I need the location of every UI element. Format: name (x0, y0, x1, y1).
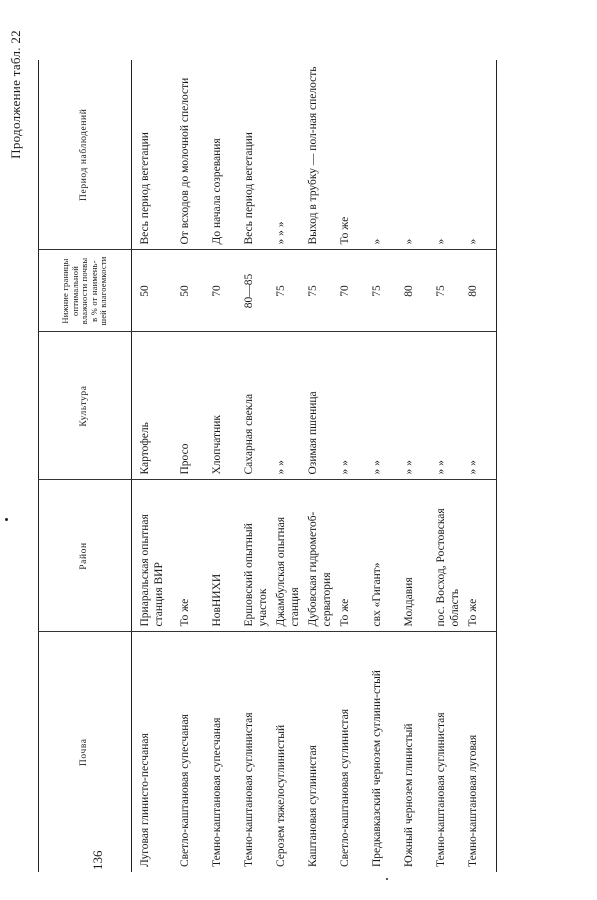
cell-soil: Темно-каштановая супесчаная (211, 717, 223, 867)
cell-region: Дубовская гидрометоб-серватория (304, 480, 336, 632)
table-row (336, 60, 368, 872)
cell-period: » (464, 60, 497, 250)
cell-moisture: 70 (208, 250, 240, 332)
cell-region: свх «Гигант» (368, 480, 400, 632)
cell-moisture: 75 (272, 250, 304, 332)
cell-crop: » » (432, 332, 464, 480)
cell-soil: Серозем тяжелосуглинистый (275, 724, 288, 867)
cell-region: пос. Восход, Ростовская область (432, 480, 464, 632)
cell-moisture: 70 (336, 250, 368, 332)
table-caption: Продолжение табл. 22 (8, 30, 23, 159)
cell-period: Весь период вегетации (132, 60, 177, 250)
cell-region: Молдавия (400, 480, 432, 632)
cell-soil: Темно-каштановая суглинистая (243, 712, 255, 867)
header-row (39, 60, 132, 872)
cell-period: » (368, 60, 400, 250)
data-table (38, 60, 497, 872)
cell-region: То же (336, 480, 368, 632)
cell-crop: » » (400, 332, 432, 480)
cell-region: Джамбулская опытная станция (272, 480, 304, 632)
cell-period: » (400, 60, 432, 250)
cell-period: От всходов до молочной спелости (176, 60, 208, 250)
table-row (368, 60, 400, 872)
cell-moisture: 75 (432, 250, 464, 332)
cell-moisture: 50 (132, 250, 177, 332)
cell-crop: Просо (176, 332, 208, 480)
scan-speck (5, 518, 8, 521)
cell-soil: Темно-каштановая суглинистая (435, 712, 448, 867)
col-header-period: Период наблюдений (39, 60, 132, 250)
cell-soil: Каштановая суглинистая (307, 745, 320, 867)
cell-crop: » » (368, 332, 400, 480)
table-row (208, 60, 240, 872)
cell-period: До начала созревания (208, 60, 240, 250)
cell-moisture: 75 (368, 250, 400, 332)
table-row (400, 60, 432, 872)
cell-soil: Светло-каштановая суглинистая (339, 709, 352, 867)
table-row (240, 60, 272, 872)
col-header-region: Район (39, 480, 132, 632)
cell-region: То же (464, 480, 497, 632)
cell-region: Приаральская опытная станция ВИР (132, 480, 177, 632)
cell-soil: Темно-каштановая луговая (467, 734, 480, 867)
cell-crop: Сахарная свекла (240, 332, 272, 480)
table-row (176, 60, 208, 872)
cell-crop: Хлопчатник (208, 332, 240, 480)
cell-moisture: 80 (464, 250, 497, 332)
table-row (272, 60, 304, 872)
cell-soil: Луговая глинисто-песчаная (139, 733, 151, 867)
cell-moisture: 80 (400, 250, 432, 332)
cell-soil: Южный чернозем глинистый (403, 723, 416, 867)
table-row (464, 60, 497, 872)
table-row (432, 60, 464, 872)
cell-soil: Светло-каштановая супесчаная (179, 714, 191, 867)
table-row (132, 60, 177, 872)
col-header-soil: Почва (79, 738, 90, 767)
cell-moisture: 80—85 (240, 250, 272, 332)
table-row (304, 60, 336, 872)
cell-region: То же (176, 480, 208, 632)
col-header-moisture: Нижние границы оптимальной влажности почвы в % от наимень-шей влагоемкости (39, 250, 132, 332)
cell-crop: » » (336, 332, 368, 480)
page-number: 136 (90, 850, 105, 870)
cell-period: » » » (272, 60, 304, 250)
cell-crop: Озимая пшеница (304, 332, 336, 480)
cell-moisture: 50 (176, 250, 208, 332)
cell-period: То же (336, 60, 368, 250)
cell-crop: » » (464, 332, 497, 480)
cell-period: Выход в трубку — пол-ная спелость (304, 60, 336, 250)
cell-crop: » » (272, 332, 304, 480)
cell-region: Ершовский опытный участок (240, 480, 272, 632)
cell-moisture: 75 (304, 250, 336, 332)
cell-region: НовНИХИ (208, 480, 240, 632)
scan-speck (386, 878, 388, 880)
col-header-crop: Культура (39, 332, 132, 480)
cell-crop: Картофель (132, 332, 177, 480)
cell-period: » (432, 60, 464, 250)
cell-soil: Предкавказский чернозем суглини-стый (371, 670, 384, 867)
cell-period: Весь период вегетации (240, 60, 272, 250)
